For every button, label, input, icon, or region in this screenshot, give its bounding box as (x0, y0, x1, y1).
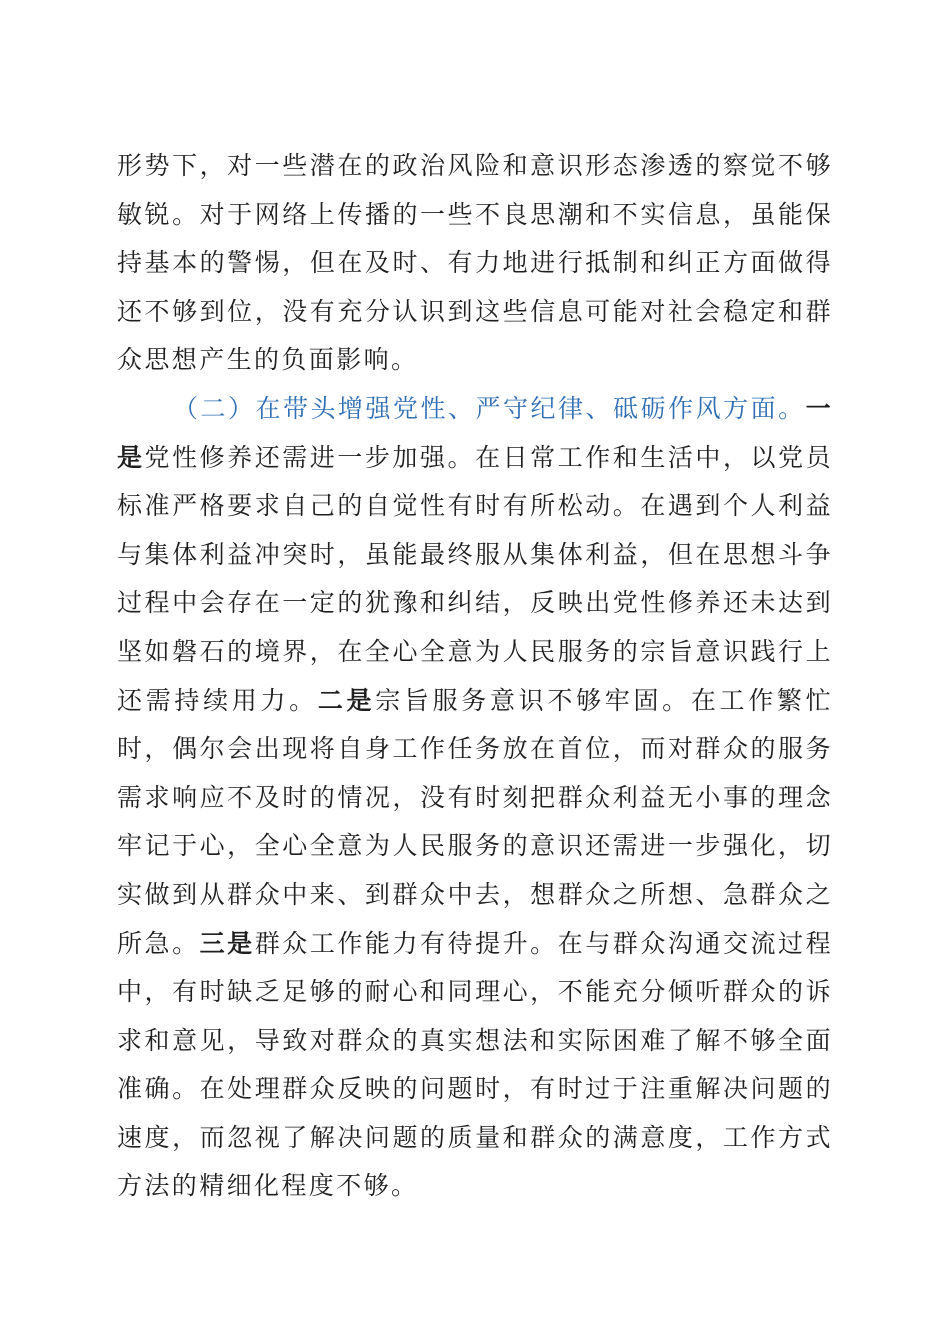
paragraph-section-two (117, 385, 833, 1211)
point-one-text: 党性修养还需进一步加强。在日常工作和生活中，以党员标准严格要求自己的自觉性有时有所松动。在遇到个人利益与集体利益冲突时，虽能最终服从集体利益，但在思想斗争过程中会存在一定的犹豫和纠结，反映出党性修养还未达到坚如磐石的境界，在全心全意为人民服务的宗旨意识践行上还需持续用力。 (117, 442, 833, 715)
point-three-text: 群众工作能力有待提升。在与群众沟通交流过程中，有时缺乏足够的耐心和同理心，不能充分倾听群众的诉求和意见，导致对群众的真实想法和实际困难了解不够全面准确。在处理群众反映的问题时，有时过于注重解决问题的速度，而忽视了解决问题的质量和群众的满意度，工作方式方法的精细化程度不够。 (117, 928, 833, 1201)
document-body (117, 142, 833, 1211)
point-three-label: 三是 (199, 928, 255, 958)
point-two-text: 宗旨服务意识不够牢固。在工作繁忙时，偶尔会出现将自身工作任务放在首位，而对群众的服务需求响应不及时的情况，没有时刻把群众利益无小事的理念牢记于心，全心全意为人民服务的意识还需进一步强化，切实做到从群众中来、到群众中去，想群众之所想、急群众之所急。 (117, 685, 833, 958)
point-one-label: 一是 (117, 393, 833, 472)
section-heading: （二）在带头增强党性、严守纪律、砥砺作风方面。 (173, 393, 806, 423)
paragraph-continued: 形势下，对一些潜在的政治风险和意识形态渗透的察觉不够敏锐。对于网络上传播的一些不良思潮和不实信息，虽能保持基本的警惕，但在及时、有力地进行抵制和纠正方面做得还不够到位，没有充分认识到这些信息可能对社会稳定和群众思想产生的负面影响。 (117, 151, 833, 375)
point-two-label: 二是 (317, 685, 376, 715)
